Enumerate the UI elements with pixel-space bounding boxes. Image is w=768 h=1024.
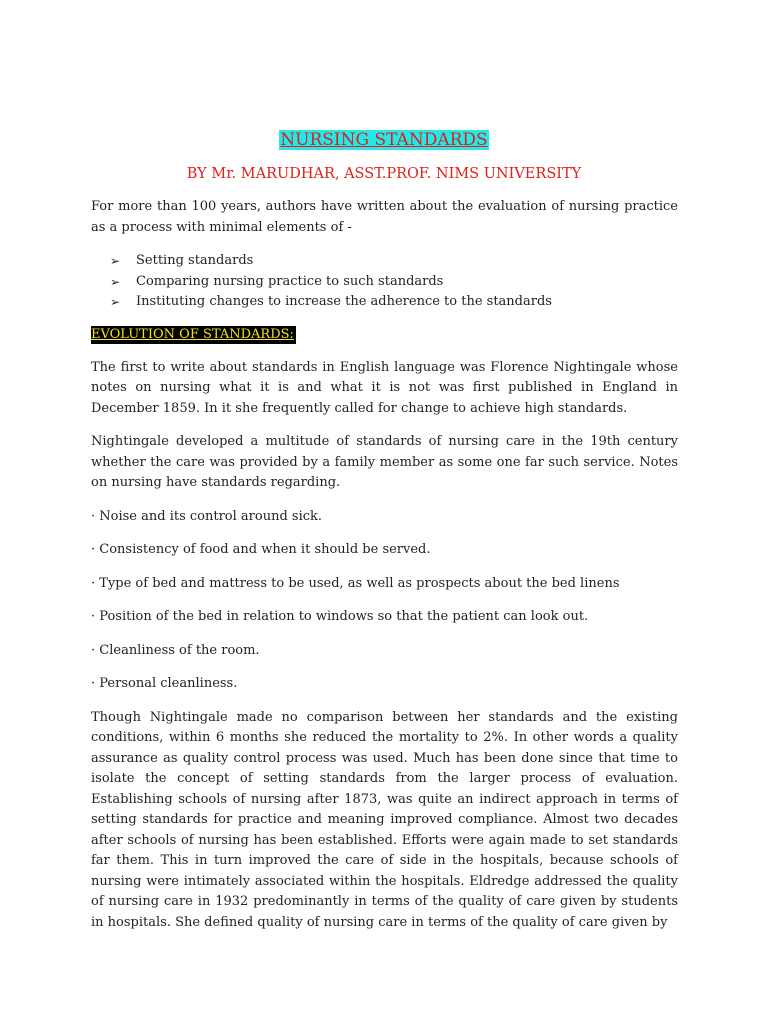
standard-item: · Noise and its control around sick. <box>91 508 323 524</box>
bullet-item <box>91 251 678 272</box>
standard-item: · Cleanliness of the room. <box>91 642 260 658</box>
standard-item: · Personal cleanliness. <box>91 676 238 691</box>
author-byline: BY Mr. MARUDHAR, ASST.PROF. NIMS UNIVERSITY <box>186 166 582 182</box>
document-body <box>91 197 678 946</box>
standard-item: · Position of the bed in relation to windows so that the patient can look out. <box>91 609 589 624</box>
standard-item: · Type of bed and mattress to be used, as well as prospects about the bed linens <box>91 575 620 591</box>
bullet-text: Instituting changes to increase the adherence to the standards <box>136 294 552 309</box>
document-title: NURSING STANDARDS <box>280 130 488 150</box>
bullet-text: Comparing nursing practice to such standards <box>136 273 444 289</box>
bullet-item <box>91 272 678 293</box>
bullet-item <box>91 292 678 313</box>
intro-paragraph: For more than 100 years, authors have written about the evaluation of nursing practice as a process with minimal elements of - <box>91 199 678 235</box>
title-wrap <box>0 130 768 150</box>
section-heading: EVOLUTION OF STANDARDS: <box>91 326 294 342</box>
standard-item: · Consistency of food and when it should be served. <box>91 542 431 557</box>
arrow-bullet-icon: ➢ <box>110 254 121 268</box>
arrow-bullet-icon: ➢ <box>110 274 121 289</box>
paragraph: The first to write about standards in English language was Florence Nightingale whose notes on nursing what it is and what it is not was first published in England in December 1859. In it she frequently called for change to achieve high standards. <box>91 359 678 416</box>
arrow-bullet-icon: ➢ <box>110 295 121 309</box>
paragraph: Nightingale developed a multitude of standards of nursing care in the 19th century whether the care was provided by a family member as some one far such service. Notes on nursing have standards regarding. <box>91 434 678 490</box>
bullet-text: Setting standards <box>136 253 254 268</box>
bullet-list <box>91 251 678 313</box>
paragraph: Though Nightingale made no comparison between her standards and the existing conditions, within 6 months she reduced the mortality to 2%. In other words a quality assurance as quality control process was used. Much has been done since that time to isolate the concept of setting standards from the larger process of evaluation. Establishing schools of nursing after 1873, was quite an indirect approach in terms of setting standards for practice and meaning improved compliance. Almost two decades after schools of nursing has been established. Efforts were again made to set standards far them. This in turn improved the care of side in the hospitals, because schools of nursing were intimately associated within the hospitals. Eldredge addressed the quality of nursing care in 1932 predominantly in terms of the quality of care given by students in hospitals. She defined quality of nursing care in terms of the quality of care given by <box>91 709 678 930</box>
